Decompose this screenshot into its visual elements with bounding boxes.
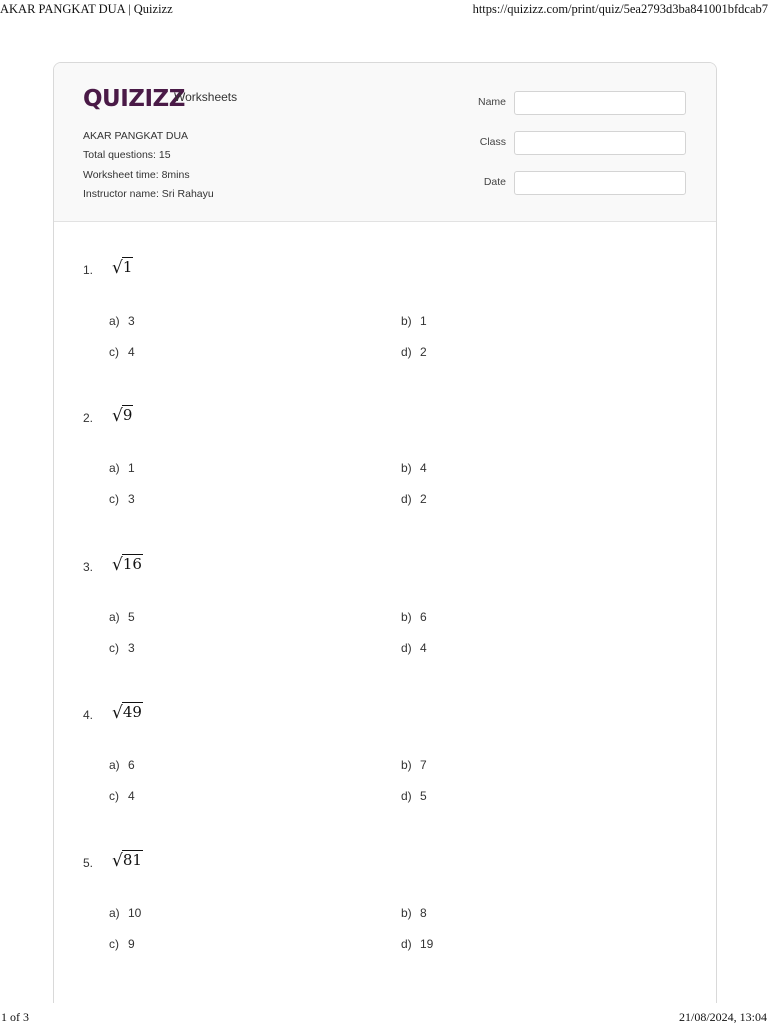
option-text: 19	[420, 937, 434, 951]
option-a	[109, 758, 135, 772]
option-text: 2	[420, 345, 427, 359]
worksheet	[53, 62, 717, 1003]
option-a	[109, 906, 141, 920]
option-d	[401, 789, 427, 803]
option-key: a)	[109, 314, 120, 328]
option-text: 4	[128, 345, 135, 359]
quizizz-logo-mark: QUIZIZZ	[83, 86, 185, 112]
option-text: 3	[128, 492, 135, 506]
total-questions: Total questions: 15	[83, 149, 171, 162]
question-number: 5.	[83, 856, 94, 870]
option-d	[401, 492, 427, 506]
name-field[interactable]	[514, 91, 686, 115]
radical-sign: √	[112, 703, 123, 723]
option-text: 9	[128, 937, 135, 951]
option-key: c)	[109, 789, 119, 803]
question-expression	[112, 850, 143, 874]
option-key: a)	[109, 461, 120, 475]
worksheet-time: Worksheet time: 8mins	[83, 168, 190, 181]
option-b	[401, 758, 427, 772]
page-counter: 1 of 3	[1, 1010, 29, 1024]
option-a	[109, 314, 135, 328]
option-c	[109, 492, 135, 506]
option-b	[401, 610, 427, 624]
class-field-row	[454, 131, 686, 155]
class-label: Class	[479, 136, 506, 148]
option-d	[401, 345, 427, 359]
quiz-meta	[83, 127, 214, 204]
option-c	[109, 641, 135, 655]
radical-sign: √	[112, 851, 123, 871]
print-page-url: https://quizizz.com/print/quiz/5ea2793d3ba841001bfdcab7	[472, 2, 768, 16]
option-a	[109, 610, 135, 624]
option-text: 5	[128, 610, 135, 624]
option-text: 8	[420, 906, 427, 920]
radicand: 9	[122, 406, 133, 424]
option-key: c)	[109, 345, 119, 359]
radicand: 1	[122, 258, 133, 276]
worksheet-header	[54, 63, 716, 222]
option-key: d)	[401, 641, 412, 655]
option-key: b)	[401, 461, 412, 475]
option-text: 5	[420, 789, 427, 803]
option-text: 4	[420, 461, 427, 475]
print-header	[0, 0, 768, 16]
print-page-title: AKAR PANGKAT DUA | Quizizz	[0, 2, 173, 16]
worksheets-label: Worksheets	[174, 90, 238, 104]
option-key: d)	[401, 789, 412, 803]
question-number: 1.	[83, 263, 94, 277]
quiz-title: AKAR PANGKAT DUA	[83, 130, 189, 142]
option-key: d)	[401, 492, 412, 506]
option-key: b)	[401, 610, 412, 624]
question-number: 4.	[83, 708, 94, 722]
option-c	[109, 789, 135, 803]
question-expression	[112, 554, 143, 578]
option-key: d)	[401, 937, 412, 951]
option-text: 1	[420, 314, 427, 328]
radical-sign: √	[112, 258, 123, 278]
radicand: 49	[122, 703, 142, 721]
option-key: b)	[401, 758, 412, 772]
option-d	[401, 937, 433, 951]
option-key: a)	[109, 906, 120, 920]
date-field[interactable]	[514, 171, 686, 195]
option-text: 6	[420, 610, 427, 624]
option-key: c)	[109, 937, 119, 951]
option-text: 4	[128, 789, 135, 803]
radical-sign: √	[112, 555, 123, 575]
option-key: d)	[401, 345, 412, 359]
option-key: c)	[109, 641, 119, 655]
question-expression	[112, 702, 143, 726]
option-key: a)	[109, 610, 120, 624]
radical-sign: √	[112, 406, 123, 426]
quizizz-logo	[83, 86, 238, 112]
question-expression	[112, 405, 133, 429]
option-b	[401, 461, 427, 475]
option-key: a)	[109, 758, 120, 772]
class-field[interactable]	[514, 131, 686, 155]
option-c	[109, 937, 135, 951]
option-text: 7	[420, 758, 427, 772]
radicand: 16	[122, 555, 142, 573]
option-key: c)	[109, 492, 119, 506]
option-d	[401, 641, 427, 655]
date-field-row	[454, 171, 686, 195]
option-key: b)	[401, 314, 412, 328]
option-b	[401, 906, 427, 920]
question-number: 3.	[83, 560, 94, 574]
option-text: 10	[128, 906, 142, 920]
option-a	[109, 461, 135, 475]
name-label: Name	[477, 96, 506, 108]
option-c	[109, 345, 135, 359]
instructor-name: Instructor name: Sri Rahayu	[83, 187, 214, 200]
option-text: 3	[128, 314, 135, 328]
option-text: 6	[128, 758, 135, 772]
option-key: b)	[401, 906, 412, 920]
question-number: 2.	[83, 411, 94, 425]
option-text: 2	[420, 492, 427, 506]
option-text: 4	[420, 641, 427, 655]
option-text: 1	[128, 461, 135, 475]
date-label: Date	[483, 176, 506, 188]
print-datetime: 21/08/2024, 13:04	[678, 1010, 767, 1024]
option-text: 3	[128, 641, 135, 655]
name-field-row	[454, 91, 686, 115]
question-expression	[112, 257, 133, 281]
option-b	[401, 314, 427, 328]
radicand: 81	[122, 851, 142, 869]
